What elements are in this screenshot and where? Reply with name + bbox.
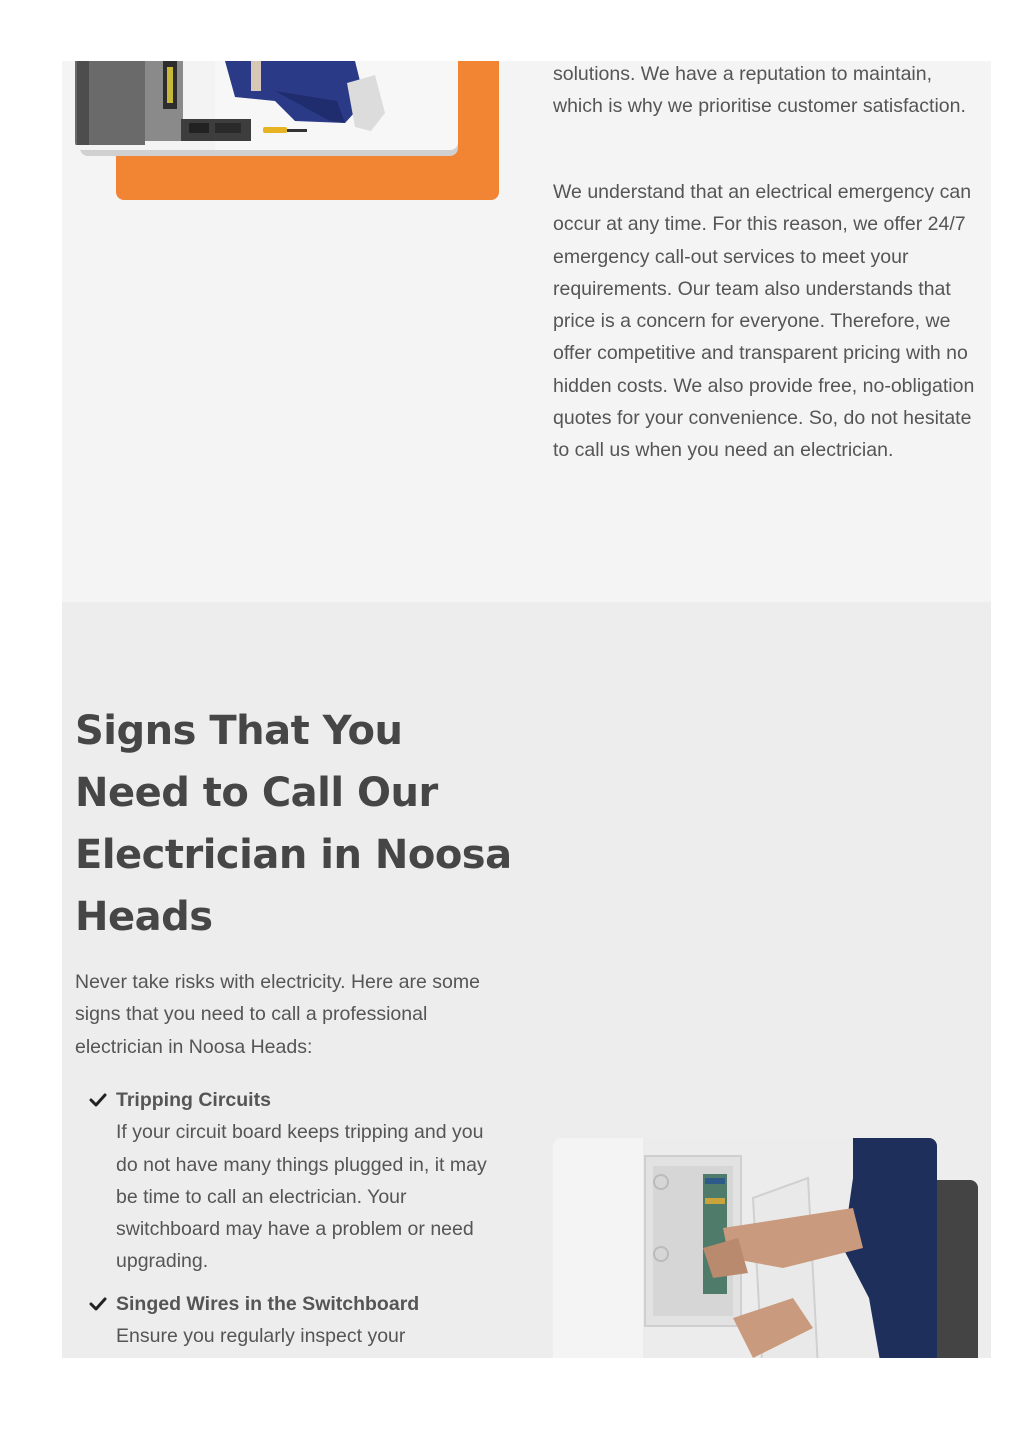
signs-section [62, 602, 991, 1358]
list-item [86, 1288, 506, 1353]
about-section [62, 61, 991, 602]
about-text-column-2 [553, 176, 983, 467]
list-item-text: Ensure you regularly inspect your [116, 1325, 406, 1348]
list-item-title: Tripping Circuits [116, 1089, 271, 1111]
section-heading: Signs That You Need to Call Our Electrician in Noosa Heads [75, 708, 512, 940]
electrician-working-on-switchboard-image [553, 1138, 937, 1358]
about-paragraph: We understand that an electrical emergency can occur at any time. For this reason, we offer 24/7 emergency call-out services to meet your requirements. Our team also understands that price is a concern for everyone. Therefore, we offer competitive and transparent pricing with no hidden costs. We also provide free, no-obligation quotes for your convenience. So, do not hesitate to call us when you need an electrician. [553, 181, 975, 462]
section-intro: Never take risks with electricity. Here are some signs that you need to call a professional electrician in Noosa Heads: [75, 971, 480, 1058]
check-icon [89, 1084, 107, 1116]
list-item [86, 1084, 506, 1278]
about-text-column [553, 58, 983, 123]
list-item-text: If your circuit board keeps tripping and you do not have many things plugged in, it may be time to call an electrician. Your switchboard may have a problem or need upgrading. [116, 1121, 487, 1273]
technician-repairing-appliance-image [75, 61, 458, 150]
about-paragraph: solutions. We have a reputation to maintain, which is why we prioritise customer satisfaction. [553, 63, 966, 118]
check-icon [89, 1288, 107, 1320]
signs-list [86, 1084, 506, 1358]
list-item-title: Singed Wires in the Switchboard [116, 1292, 420, 1315]
